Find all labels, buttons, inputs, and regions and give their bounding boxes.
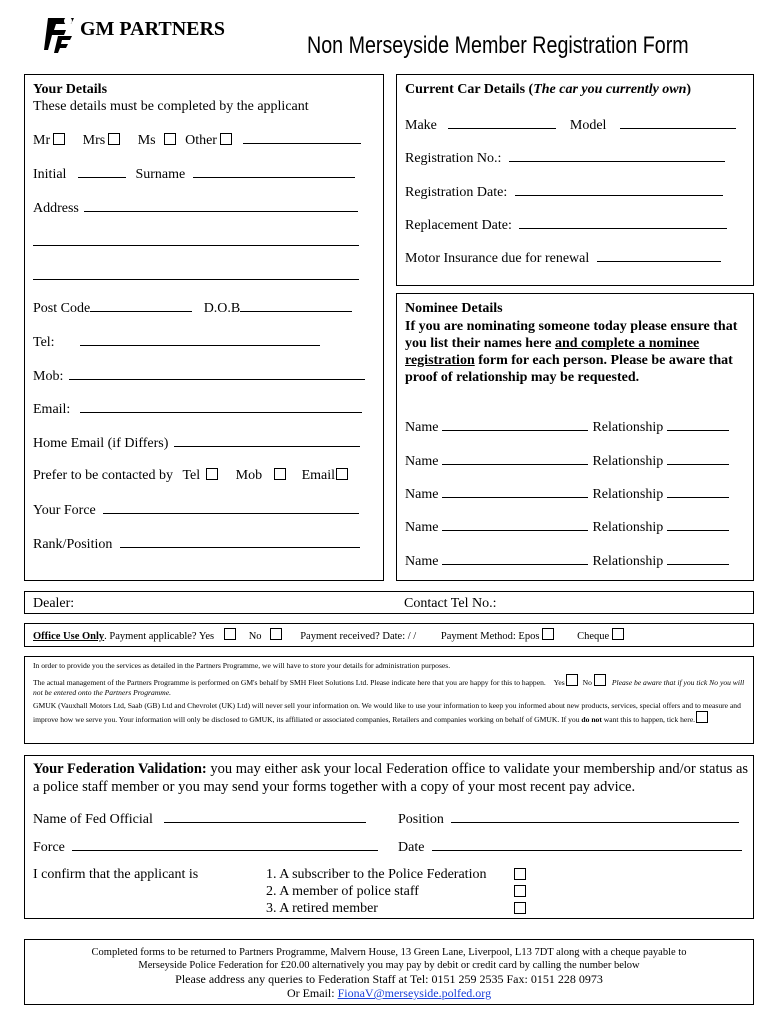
- dealer-label: Dealer:: [33, 596, 75, 611]
- page-title: Non Merseyside Member Registration Form: [307, 32, 689, 59]
- option-subscriber: 1. A subscriber to the Police Federation: [266, 867, 487, 882]
- other-title-field[interactable]: [243, 132, 361, 144]
- surname-field[interactable]: [193, 166, 355, 178]
- nominee-relationship-field[interactable]: [667, 453, 729, 465]
- address-field-1[interactable]: [84, 200, 358, 212]
- home-email-field[interactable]: [174, 435, 360, 447]
- fed-official-row: Name of Fed Official: [33, 811, 366, 828]
- logo: [44, 16, 264, 56]
- insurance-row: Motor Insurance due for renewal: [405, 250, 721, 267]
- fed-force-row: Force: [33, 839, 378, 856]
- your-details-subheading: These details must be completed by the applicant: [33, 99, 309, 114]
- reg-date-field[interactable]: [515, 184, 723, 196]
- option-retired: 3. A retired member: [266, 901, 378, 916]
- prefer-email-checkbox[interactable]: [336, 468, 348, 480]
- rank-row: Rank/Position: [33, 536, 360, 553]
- footer-line-3: Please address any queries to Federation Staff at Tel: 0151 259 2535 Fax: 0151 228 0973: [175, 972, 603, 986]
- address-row: Address: [33, 200, 358, 217]
- email-row: Email:: [33, 401, 362, 418]
- subscriber-checkbox[interactable]: [514, 868, 526, 880]
- tel-row: Tel:: [33, 334, 320, 351]
- position-field[interactable]: [451, 811, 739, 823]
- mob-field[interactable]: [69, 368, 365, 380]
- smh-yes-checkbox[interactable]: [566, 674, 578, 686]
- tel-field[interactable]: [80, 334, 320, 346]
- nominee-row: Name Relationship: [405, 486, 729, 503]
- privacy-paragraph-2: The actual management of the Partners Programme is performed on GM's behalf by SMH Fleet Solutions Ltd. Please indicate here that you are happy for this to happen. Yes No Please be aware that if you tick No you will not be entered onto the Partners Programme.: [33, 674, 748, 698]
- make-model-row: Make Model: [405, 117, 736, 134]
- nominee-row: Name Relationship: [405, 453, 729, 470]
- pf-logo-icon: [44, 16, 78, 54]
- confirm-label: I confirm that the applicant is: [33, 867, 199, 882]
- nominee-relationship-field[interactable]: [667, 486, 729, 498]
- email-field[interactable]: [80, 401, 362, 413]
- epos-checkbox[interactable]: [542, 628, 554, 640]
- office-use-row: Office Use Only. Payment applicable? Yes No Payment received? Date: / / Payment Method: Epos Cheque: [33, 628, 624, 642]
- dealer-section: [24, 591, 754, 614]
- mr-checkbox[interactable]: [53, 133, 65, 145]
- nominee-row: Name Relationship: [405, 519, 729, 536]
- nominee-row: Name Relationship: [405, 553, 729, 570]
- privacy-text: [33, 661, 748, 725]
- police-staff-checkbox[interactable]: [514, 885, 526, 897]
- postcode-row: Post Code D.O.B: [33, 300, 352, 317]
- replacement-date-field[interactable]: [519, 217, 727, 229]
- prefer-tel-checkbox[interactable]: [206, 468, 218, 480]
- contact-preference-row: Prefer to be contacted by Tel Mob Email: [33, 468, 348, 484]
- position-row: Position: [398, 811, 739, 828]
- fed-force-field[interactable]: [72, 839, 378, 851]
- car-heading: Current Car Details (The car you currently own): [405, 82, 692, 97]
- nominee-relationship-field[interactable]: [667, 519, 729, 531]
- nominee-relationship-field[interactable]: [667, 419, 729, 431]
- nominee-name-field[interactable]: [442, 486, 588, 498]
- footer-email-line: Or Email: FionaV@merseyside.polfed.org: [286, 986, 492, 1000]
- federation-instructions: Your Federation Validation: you may either ask your local Federation office to validate your membership and/or status as a police staff member or you may send your forms together with a copy of your most recent pay advice.: [33, 761, 749, 795]
- option-police-staff: 2. A member of police staff: [266, 884, 419, 899]
- return-instructions: [30, 946, 748, 1000]
- smh-no-checkbox[interactable]: [594, 674, 606, 686]
- nominee-name-field[interactable]: [442, 553, 588, 565]
- nominee-heading: Nominee Details: [405, 301, 503, 316]
- name-row: Initial Surname: [33, 166, 355, 183]
- email-link[interactable]: FionaV@merseyside.polfed.org: [337, 986, 492, 1000]
- your-details-heading: Your Details: [33, 82, 108, 97]
- nominee-name-field[interactable]: [442, 419, 588, 431]
- nominee-row: Name Relationship: [405, 419, 729, 436]
- rank-field[interactable]: [120, 536, 360, 548]
- ms-checkbox[interactable]: [164, 133, 176, 145]
- reg-date-row: Registration Date:: [405, 184, 723, 201]
- dob-field[interactable]: [240, 300, 352, 312]
- replacement-row: Replacement Date:: [405, 217, 727, 234]
- insurance-renewal-field[interactable]: [597, 250, 721, 262]
- privacy-paragraph-3: GMUK (Vauxhall Motors Ltd, Saab (GB) Ltd and Chevrolet (UK) Ltd) will never sell your information on. We would like to use your information to keep you informed about new products, services, special offers and to measure and improve how we serve you. Your information will only be disclosed to GMUK, its affiliated or associated companies, Retailers and companies working on behalf of GMUK. If you do not want this to happen, tick here.: [33, 701, 741, 724]
- nominee-instructions: If you are nominating someone today please ensure that you list their names here and complete a nominee registration form for each person. Please be aware that proof of relationship may be requested.: [405, 319, 738, 385]
- force-row: Your Force: [33, 502, 359, 519]
- initial-field[interactable]: [78, 166, 126, 178]
- title-selection: Mr Mrs Ms Other: [33, 132, 361, 149]
- cheque-checkbox[interactable]: [612, 628, 624, 640]
- prefer-mob-checkbox[interactable]: [274, 468, 286, 480]
- address-field-2[interactable]: [33, 234, 359, 246]
- model-field[interactable]: [620, 117, 736, 129]
- force-field[interactable]: [103, 502, 359, 514]
- fed-official-field[interactable]: [164, 811, 366, 823]
- privacy-paragraph-1: In order to provide you the services as detailed in the Partners Programme, we will have to store your details for administration purposes.: [33, 661, 451, 670]
- mrs-checkbox[interactable]: [108, 133, 120, 145]
- date-field[interactable]: [432, 839, 742, 851]
- logo-text: GM PARTNERS: [80, 18, 226, 40]
- make-field[interactable]: [448, 117, 556, 129]
- nominee-relationship-field[interactable]: [667, 553, 729, 565]
- mob-row: Mob:: [33, 368, 365, 385]
- nominee-name-field[interactable]: [442, 519, 588, 531]
- reg-no-field[interactable]: [509, 150, 725, 162]
- other-checkbox[interactable]: [220, 133, 232, 145]
- opt-out-checkbox[interactable]: [696, 711, 708, 723]
- contact-tel-label: Contact Tel No.:: [404, 596, 497, 611]
- payment-yes-checkbox[interactable]: [224, 628, 236, 640]
- footer-line-1: Completed forms to be returned to Partners Programme, Malvern House, 13 Green Lane, Liverpool, L13 7DT along with a cheque payable to: [91, 947, 687, 958]
- address-field-3[interactable]: [33, 268, 359, 280]
- postcode-field[interactable]: [90, 300, 192, 312]
- retired-member-checkbox[interactable]: [514, 902, 526, 914]
- payment-no-checkbox[interactable]: [270, 628, 282, 640]
- footer-line-2: Merseyside Police Federation for £20.00 alternatively you may pay by debit or credit card by calling the number below: [138, 960, 640, 971]
- reg-no-row: Registration No.:: [405, 150, 725, 167]
- home-email-row: Home Email (if Differs): [33, 435, 360, 452]
- date-row: Date: [398, 839, 742, 856]
- nominee-name-field[interactable]: [442, 453, 588, 465]
